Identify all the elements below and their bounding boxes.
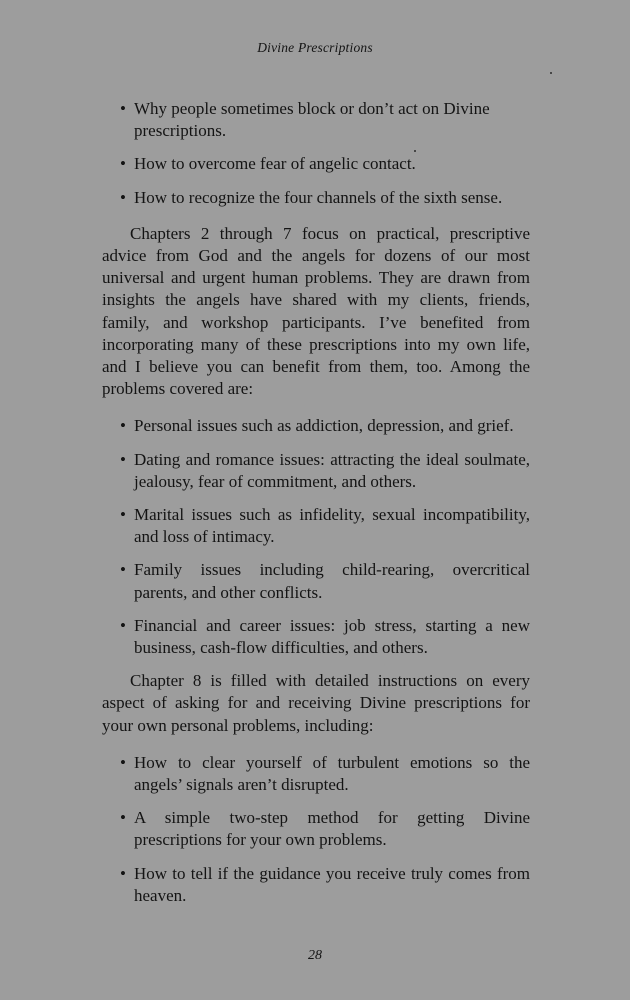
list-item	[102, 504, 530, 548]
list-item-text: Why people sometimes block or don’t act on Divine prescriptions.	[134, 99, 490, 141]
list-item	[102, 153, 530, 175]
bullet-dot: •	[120, 154, 126, 174]
paragraph-chapter-8: Chapter 8 is filled with detailed instructions on every aspect of asking for and receiving Divine prescriptions for your own personal problems, including:	[102, 671, 530, 735]
bullet-dot: •	[120, 863, 126, 883]
scan-speck	[414, 150, 416, 152]
list-item	[102, 615, 530, 659]
list-item-text: Family issues including child-rearing, overcritical parents, and other conflicts.	[134, 560, 530, 602]
list-item-text: Financial and career issues: job stress, starting a new business, cash-flow difficulties, and others.	[134, 615, 530, 658]
list-item-text: Marital issues such as infidelity, sexual incompatibility, and loss of intimacy.	[134, 505, 530, 547]
list-item	[102, 415, 530, 437]
list-item-text: A simple two-step method for getting Divine prescriptions for your own problems.	[134, 808, 530, 850]
bullet-dot: •	[120, 752, 126, 772]
intro-bullet-list	[102, 98, 530, 209]
running-head: Divine Prescriptions	[257, 40, 373, 55]
list-item-text: Personal issues such as addiction, depression, and grief.	[134, 416, 514, 436]
list-item	[102, 863, 530, 907]
scan-speck	[550, 72, 552, 74]
bullet-dot: •	[120, 449, 126, 469]
bullet-dot: •	[120, 505, 126, 525]
bullet-dot: •	[120, 808, 126, 828]
page-number: 28	[308, 948, 322, 963]
list-item-text: Dating and romance issues: attracting the ideal soulmate, jealousy, fear of commitment, and others.	[134, 449, 530, 491]
list-item	[102, 807, 530, 851]
bullet-dot: •	[120, 615, 126, 635]
bullet-dot: •	[120, 99, 126, 118]
list-item-text: How to tell if the guidance you receive truly comes from heaven.	[134, 863, 530, 905]
list-item	[102, 98, 530, 142]
bullet-dot: •	[120, 187, 126, 207]
list-item	[102, 187, 530, 209]
list-item-text: How to overcome fear of angelic contact.	[134, 154, 416, 174]
list-item	[102, 559, 530, 603]
problems-bullet-list	[102, 415, 530, 659]
bullet-dot: •	[120, 560, 126, 580]
list-item-text: How to recognize the four channels of the sixth sense.	[134, 187, 503, 207]
paragraph-chapters-2-7: Chapters 2 through 7 focus on practical, prescriptive advice from God and the angels for dozens of our most universal and urgent human problems. They are drawn from insights the angels have shared with my clients, friends, family, and workshop participants. I’ve benefited from incorporating many of these prescriptions into my own life, and I believe you can benefit from them, too. Among the problems covered are:	[102, 223, 530, 399]
chapter-8-bullet-list	[102, 752, 530, 907]
page-body	[102, 98, 530, 918]
list-item	[102, 449, 530, 493]
list-item	[102, 752, 530, 796]
bullet-dot: •	[120, 416, 126, 436]
list-item-text: How to clear yourself of turbulent emotions so the angels’ signals aren’t disrupted.	[134, 752, 530, 795]
